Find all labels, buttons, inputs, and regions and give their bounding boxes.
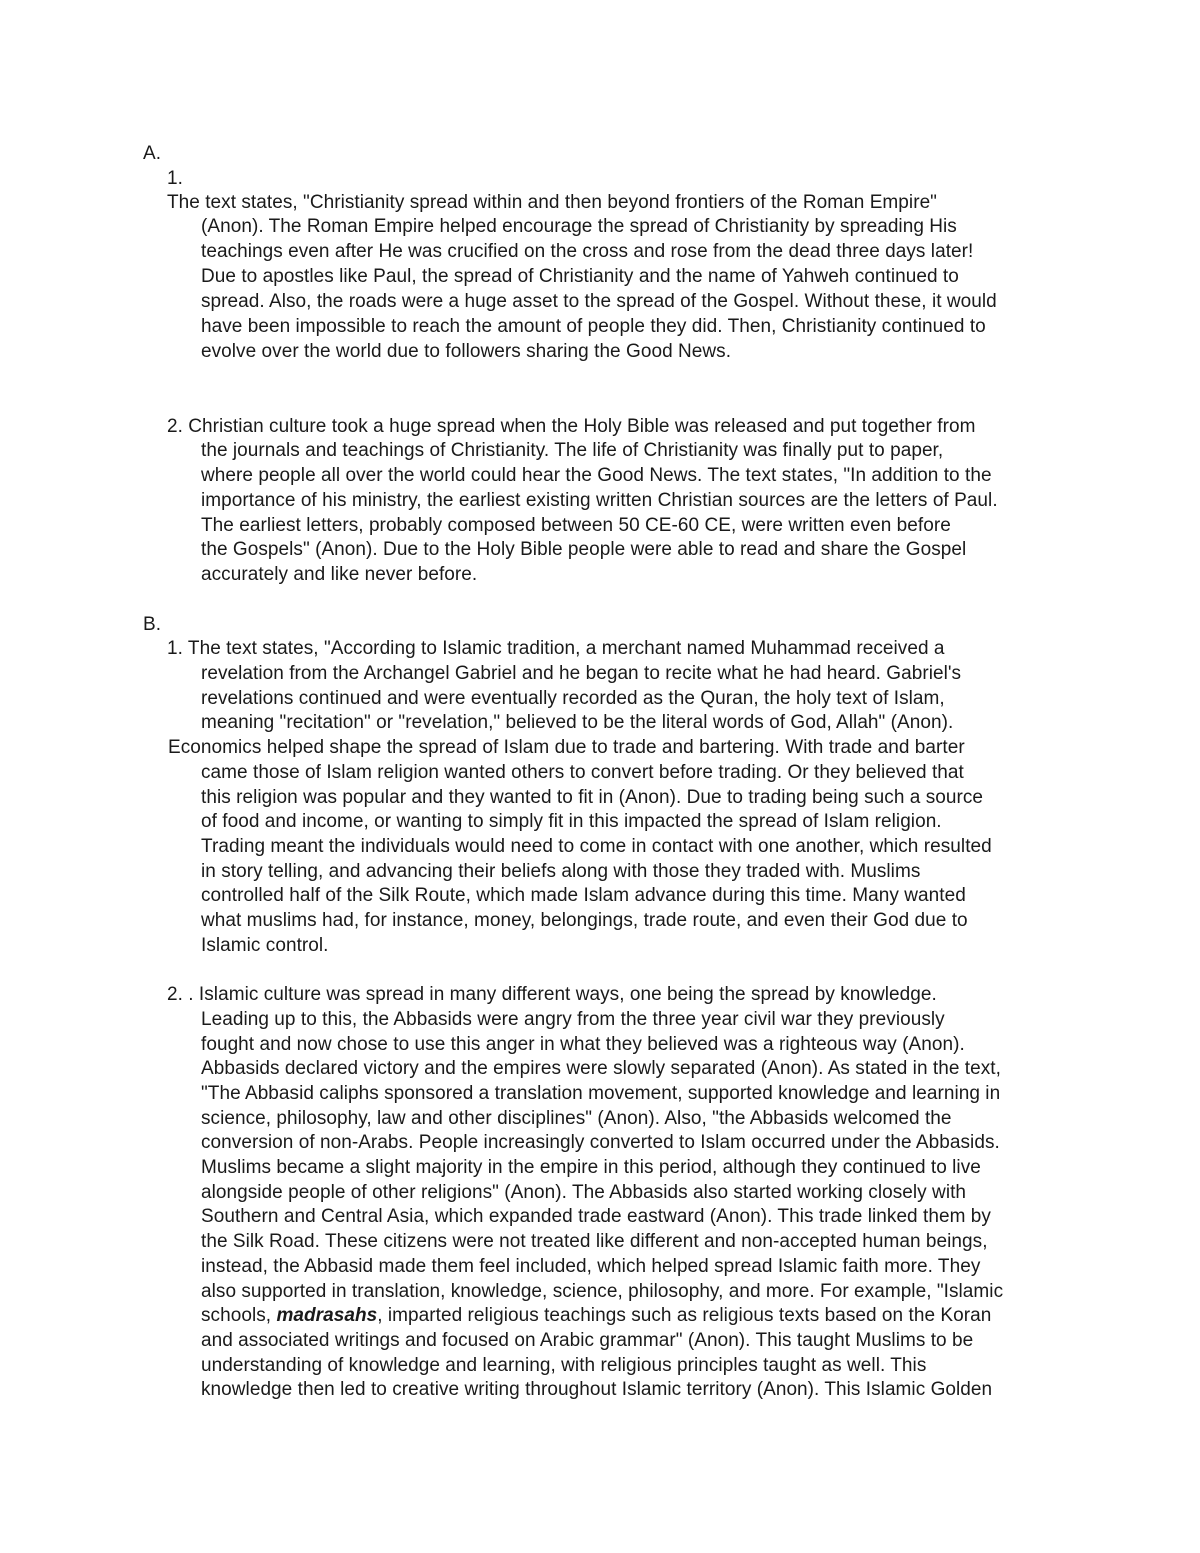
paragraph-line: Due to apostles like Paul, the spread of Christianity and the name of Yahweh continued to xyxy=(201,266,959,287)
paragraph-line: instead, the Abbasid made them feel included, which helped spread Islamic faith more. They xyxy=(201,1256,981,1277)
paragraph-line: and associated writings and focused on Arabic grammar" (Anon). This taught Muslims to be xyxy=(201,1330,974,1351)
paragraph-line: (Anon). The Roman Empire helped encourage the spread of Christianity by spreading His xyxy=(201,216,957,237)
section-a-item1-number: 1. xyxy=(167,168,183,189)
paragraph-line: knowledge then led to creative writing throughout Islamic territory (Anon). This Islamic Golden xyxy=(201,1379,993,1400)
paragraph-line: fought and now chose to use this anger in what they believed was a righteous way (Anon). xyxy=(201,1034,965,1055)
paragraph-line: controlled half of the Silk Route, which made Islam advance during this time. Many wanted xyxy=(201,885,966,906)
paragraph-line: spread. Also, the roads were a huge asset to the spread of the Gospel. Without these, it would xyxy=(201,291,997,312)
line-text-before: schools, xyxy=(201,1305,277,1326)
paragraph-line: Leading up to this, the Abbasids were angry from the three year civil war they previously xyxy=(201,1009,945,1030)
paragraph-line: Abbasids declared victory and the empires were slowly separated (Anon). As stated in the text, xyxy=(201,1058,1001,1079)
paragraph-line: also supported in translation, knowledge, science, philosophy, and more. For example, "Islamic xyxy=(201,1281,1004,1302)
paragraph-line: where people all over the world could hear the Good News. The text states, "In addition to the xyxy=(201,465,992,486)
paragraph-line: The earliest letters, probably composed between 50 CE-60 CE, were written even before xyxy=(201,515,951,536)
paragraph-line: the Silk Road. These citizens were not treated like different and non-accepted human beings, xyxy=(201,1231,988,1252)
paragraph-line: this religion was popular and they wanted to fit in (Anon). Due to trading being such a source xyxy=(201,787,984,808)
paragraph-line: importance of his ministry, the earliest existing written Christian sources are the letters of Paul. xyxy=(201,490,998,511)
paragraph-line: revelations continued and were eventually recorded as the Quran, the holy text of Islam, xyxy=(201,688,945,709)
paragraph-line: Southern and Central Asia, which expanded trade eastward (Anon). This trade linked them by xyxy=(201,1206,991,1227)
paragraph-line: conversion of non-Arabs. People increasingly converted to Islam occurred under the Abbasids. xyxy=(201,1132,1000,1153)
paragraph-line: The text states, "Christianity spread within and then beyond frontiers of the Roman Empire" xyxy=(167,192,937,213)
section-b-label: B. xyxy=(143,614,162,635)
paragraph-line: teachings even after He was crucified on the cross and rose from the dead three days later! xyxy=(201,241,974,262)
paragraph-line: meaning "recitation" or "revelation," believed to be the literal words of God, Allah" (Anon). xyxy=(201,712,954,733)
paragraph-line: of food and income, or wanting to simply fit in this impacted the spread of Islam religion. xyxy=(201,811,942,832)
line-text-after: , imparted religious teachings such as religious texts based on the Koran xyxy=(377,1305,992,1326)
paragraph-line: Muslims became a slight majority in the empire in this period, although they continued to live xyxy=(201,1157,981,1178)
paragraph-line: the Gospels" (Anon). Due to the Holy Bible people were able to read and share the Gospel xyxy=(201,539,967,560)
paragraph-line: have been impossible to reach the amount of people they did. Then, Christianity continued to xyxy=(201,316,986,337)
paragraph-line: 2. . Islamic culture was spread in many different ways, one being the spread by knowledge. xyxy=(167,984,937,1005)
paragraph-line: in story telling, and advancing their beliefs along with those they traded with. Muslims xyxy=(201,861,921,882)
paragraph-line: 1. The text states, "According to Islamic tradition, a merchant named Muhammad received a xyxy=(167,638,945,659)
paragraph-line: understanding of knowledge and learning, with religious principles taught as well. This xyxy=(201,1355,927,1376)
paragraph-line: Islamic control. xyxy=(201,935,329,956)
paragraph-line: 2. Christian culture took a huge spread when the Holy Bible was released and put together from xyxy=(167,416,976,437)
paragraph-line: alongside people of other religions" (Anon). The Abbasids also started working closely with xyxy=(201,1182,967,1203)
paragraph-line: evolve over the world due to followers sharing the Good News. xyxy=(201,341,732,362)
paragraph-line: science, philosophy, law and other disciplines" (Anon). Also, "the Abbasids welcomed the xyxy=(201,1108,952,1129)
paragraph-line: what muslims had, for instance, money, belongings, trade route, and even their God due to xyxy=(201,910,968,931)
paragraph-line: Economics helped shape the spread of Islam due to trade and bartering. With trade and barter xyxy=(168,737,965,758)
paragraph-line: Trading meant the individuals would need to come in contact with one another, which resulted xyxy=(201,836,992,857)
paragraph-line-madrasahs xyxy=(201,1304,991,1328)
paragraph-line: revelation from the Archangel Gabriel and he began to recite what he had heard. Gabriel's xyxy=(201,663,962,684)
paragraph-line: accurately and like never before. xyxy=(201,564,478,585)
emphasized-term: madrasahs xyxy=(276,1305,378,1326)
paragraph-line: "The Abbasid caliphs sponsored a translation movement, supported knowledge and learning in xyxy=(201,1083,1001,1104)
section-a-label: A. xyxy=(143,143,162,164)
paragraph-line: came those of Islam religion wanted others to convert before trading. Or they believed that xyxy=(201,762,964,783)
paragraph-line: the journals and teachings of Christianity. The life of Christianity was finally put to paper, xyxy=(201,440,944,461)
